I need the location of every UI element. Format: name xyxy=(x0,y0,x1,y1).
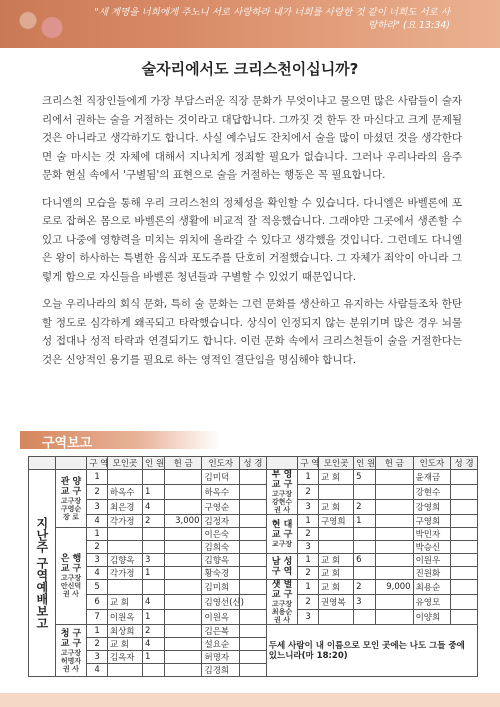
group-cell xyxy=(266,580,298,625)
attendance xyxy=(354,541,376,554)
offering xyxy=(164,500,202,515)
leader: 이원우 xyxy=(413,554,451,567)
group-cell xyxy=(55,625,87,677)
flower-decoration-icon xyxy=(10,6,70,42)
leader: 설요순 xyxy=(202,638,240,651)
attendance: 5 xyxy=(354,470,376,485)
attendance: 3 xyxy=(354,595,376,610)
meeting-place: 교 회 xyxy=(107,638,142,651)
article-body xyxy=(42,92,462,378)
offering xyxy=(164,541,202,554)
row-number: 2 xyxy=(298,595,319,610)
attendance: 6 xyxy=(354,554,376,567)
attendance: 2 xyxy=(354,500,376,515)
row-number: 2 xyxy=(87,485,108,500)
row-number: 3 xyxy=(87,500,108,515)
row-number: 3 xyxy=(298,541,319,554)
row-number: 3 xyxy=(298,610,319,625)
leader: 박민자 xyxy=(413,528,451,541)
row-number: 2 xyxy=(87,541,108,554)
meeting-place: 각가정 xyxy=(107,515,142,528)
attendance xyxy=(354,485,376,500)
scripture xyxy=(240,528,267,541)
scripture xyxy=(451,515,478,528)
meeting-place xyxy=(318,610,353,625)
scripture xyxy=(451,541,478,554)
group-name: 청 구 교 구 xyxy=(60,628,82,649)
offering xyxy=(375,595,413,610)
offering xyxy=(164,485,202,500)
meeting-place: 최은경 xyxy=(107,500,142,515)
scripture xyxy=(240,541,267,554)
col-header: 구 역 xyxy=(298,457,319,470)
scripture xyxy=(240,500,267,515)
meeting-place xyxy=(107,664,142,677)
article-title: 술자리에서도 크리스천이십니까? xyxy=(141,60,359,78)
meeting-place: 교 회 xyxy=(318,567,353,580)
header-group-cell xyxy=(266,457,298,470)
article-paragraph: 크리스천 직장인들에게 가장 부담스러운 직장 문화가 무엇이냐고 물으면 많은 사람들이 술자리에서 권하는 술을 거절하는 것이라고 대답합니다. 그까짓 것 한두 잔 마신다고 크게 문제될 것은 아니라고 생각하기도 합니다. 사실 예수님도 잔치에서 술을 많이 마셨던 것을 생각한다면 술 마시는 것 자체에 대해서 지나치게 정죄할 필요가 없습니다. 그러나 우리나라의 음주 문화 현실 속에서 '구별됨'의 표현으로 술을 거절하는 행동은 꼭 필요합니다. xyxy=(42,95,462,181)
offering xyxy=(164,651,202,664)
group-note: 교구장 xyxy=(271,540,293,548)
row-number: 2 xyxy=(298,528,319,541)
group-note: 고구장 구영순 장 로 xyxy=(60,496,82,521)
scripture xyxy=(451,554,478,567)
leader: 김경희 xyxy=(202,664,240,677)
row-number: 2 xyxy=(298,567,319,580)
col-header: 인도자 xyxy=(202,457,240,470)
leader: 윤재금 xyxy=(413,470,451,485)
scripture xyxy=(240,470,267,485)
leader: 이양희 xyxy=(413,610,451,625)
offering xyxy=(164,610,202,625)
offering xyxy=(375,610,413,625)
offering xyxy=(164,664,202,677)
table-row xyxy=(29,500,478,515)
group-cell xyxy=(266,554,298,580)
scripture xyxy=(451,567,478,580)
offering: 3,000 xyxy=(164,515,202,528)
attendance xyxy=(354,528,376,541)
offering xyxy=(164,470,202,485)
offering: 9,000 xyxy=(375,580,413,595)
col-header: 인 원 xyxy=(354,457,376,470)
offering xyxy=(164,554,202,567)
group-name: 은 행 교 구 xyxy=(60,554,82,574)
col-header: 구 역 xyxy=(87,457,108,470)
report-body xyxy=(29,470,478,677)
meeting-place xyxy=(107,528,142,541)
header-verse: "새 계명을 너희에게 주노니 서로 사랑하라 내가 너희를 사랑한 것 같이 너희도 서로 사랑하라" (요 13:34) xyxy=(94,7,450,31)
header-group-cell xyxy=(55,457,87,470)
leader: 구영순 xyxy=(202,500,240,515)
section-header-report xyxy=(20,431,220,449)
meeting-place xyxy=(107,470,142,485)
attendance: 1 xyxy=(354,515,376,528)
report-table xyxy=(28,456,478,677)
meeting-place: 교 회 xyxy=(318,470,353,485)
side-label: 지난주 구역예배보고 xyxy=(29,470,56,677)
table-row xyxy=(29,528,478,541)
leader: 황숙경 xyxy=(202,567,240,580)
leader: 최용순 xyxy=(413,580,451,595)
meeting-place: 교 회 xyxy=(318,554,353,567)
group-cell xyxy=(266,515,298,554)
article-paragraph: 오늘 우리나라의 회식 문화, 특히 술 문화는 그런 문화를 생산하고 유지하는 사람들조차 한탄할 정도로 심각하게 왜곡되고 타락했습니다. 상식이 인정되지 않는 분위기며 많은 경우 뇌물성 접대나 성적 타락과 연결되기도 합니다. 이런 문화 속에서 크리스천들이 술을 거절한다는 것은 신앙적인 용기를 필요로 하는 영적인 결단임을 명심해야 합니다. xyxy=(42,298,462,366)
leader: 허명자 xyxy=(202,651,240,664)
meeting-place: 교 회 xyxy=(107,595,142,610)
col-header: 헌 금 xyxy=(375,457,413,470)
attendance: 1 xyxy=(143,567,165,580)
group-name: 관 양 교 구 xyxy=(60,476,82,497)
leader: 하옥수 xyxy=(202,485,240,500)
table-row xyxy=(29,567,478,580)
row-number: 1 xyxy=(298,580,319,595)
row-number: 1 xyxy=(87,528,108,541)
table-row xyxy=(29,580,478,595)
attendance: 2 xyxy=(143,515,165,528)
table-row xyxy=(29,470,478,485)
group-name: 현 대 교 구 xyxy=(271,520,293,540)
col-header: 헌 금 xyxy=(164,457,202,470)
row-number: 4 xyxy=(87,567,108,580)
row-number: 2 xyxy=(87,638,108,651)
col-header: 성 경 xyxy=(240,457,267,470)
leader: 유영모 xyxy=(413,595,451,610)
row-number: 1 xyxy=(298,470,319,485)
attendance: 4 xyxy=(143,500,165,515)
attendance xyxy=(143,580,165,595)
group-cell xyxy=(55,528,87,625)
meeting-place xyxy=(107,541,142,554)
leader: 강현수 xyxy=(413,485,451,500)
leader: 진원화 xyxy=(413,567,451,580)
attendance: 2 xyxy=(143,625,165,638)
group-name: 부 영 교 구 xyxy=(271,470,293,490)
attendance xyxy=(143,470,165,485)
row-number: 1 xyxy=(298,515,319,528)
offering xyxy=(164,595,202,610)
offering xyxy=(375,528,413,541)
group-name: 남 성 구 역 xyxy=(271,556,293,577)
leader: 김은복 xyxy=(202,625,240,638)
offering xyxy=(164,580,202,595)
offering xyxy=(375,515,413,528)
meeting-place xyxy=(107,580,142,595)
leader: 김정자 xyxy=(202,515,240,528)
scripture xyxy=(451,500,478,515)
offering xyxy=(375,554,413,567)
leader: 김희숙 xyxy=(202,541,240,554)
offering xyxy=(375,500,413,515)
attendance xyxy=(143,541,165,554)
section-title: 구역보고 xyxy=(42,436,93,451)
meeting-place: 교 회 xyxy=(318,500,353,515)
meeting-place: 김향옥 xyxy=(107,554,142,567)
header-banner xyxy=(0,0,500,48)
table-row xyxy=(29,515,478,528)
offering xyxy=(164,528,202,541)
group-cell xyxy=(266,470,298,515)
leader: 구영희 xyxy=(413,515,451,528)
scripture xyxy=(451,470,478,485)
row-number: 1 xyxy=(298,554,319,567)
attendance: 4 xyxy=(143,638,165,651)
attendance: 1 xyxy=(143,651,165,664)
leader: 김미덕 xyxy=(202,470,240,485)
row-number: 7 xyxy=(87,610,108,625)
scripture xyxy=(240,515,267,528)
leader: 김향옥 xyxy=(202,554,240,567)
meeting-place: 교 회 xyxy=(318,580,353,595)
scripture xyxy=(240,638,267,651)
row-number: 4 xyxy=(87,664,108,677)
group-note: 고구장 최용순 권 사 xyxy=(271,600,293,624)
offering xyxy=(375,485,413,500)
table-row xyxy=(29,595,478,610)
group-note: 고구장 허명자 권 사 xyxy=(60,648,82,673)
offering xyxy=(164,567,202,580)
article-paragraph: 다니엘의 모습을 통해 우리 크리스천의 정체성을 확인할 수 있습니다. 다니엘은 바벨론에 포로로 잡혀온 몸으로 바벨론의 생활에 비교적 잘 적응했습니다. 그래야만 그곳에서 생존할 수 있고 나중에 영향력을 미치는 위치에 올라갈 수 있다고 생각했을 것입니다. 그런데도 다니엘은 왕이 하사하는 특별한 음식과 포도주를 단호히 거절했습니다. 그 자체가 죄악이 아니라 그렇게 함으로 자신들을 바벨론 청년들과 구별할 수 있었기 때문입니다. xyxy=(42,196,462,283)
row-number: 3 xyxy=(87,651,108,664)
scripture xyxy=(240,485,267,500)
closing-verse: 두세 사람이 내 이름으로 모인 곳에는 나도 그들 중에 있느니라(마 18:20) xyxy=(266,625,477,677)
meeting-place: 이원옥 xyxy=(107,610,142,625)
leader: 김미희 xyxy=(202,580,240,595)
scripture xyxy=(240,610,267,625)
table-row xyxy=(29,610,478,625)
meeting-place xyxy=(318,485,353,500)
scripture xyxy=(240,567,267,580)
leader: 김영선(신) xyxy=(202,595,240,610)
row-number: 1 xyxy=(87,625,108,638)
scripture xyxy=(240,664,267,677)
offering xyxy=(164,625,202,638)
meeting-place xyxy=(318,528,353,541)
meeting-place: 김옥자 xyxy=(107,651,142,664)
meeting-place: 구영희 xyxy=(318,515,353,528)
scripture xyxy=(240,651,267,664)
footer-bar xyxy=(0,693,500,707)
table-row xyxy=(29,554,478,567)
row-number: 4 xyxy=(87,515,108,528)
leader: 박승신 xyxy=(413,541,451,554)
leader: 이은숙 xyxy=(202,528,240,541)
scripture xyxy=(451,610,478,625)
col-header: 인도자 xyxy=(413,457,451,470)
scripture xyxy=(451,595,478,610)
leader: 강영희 xyxy=(413,500,451,515)
attendance xyxy=(143,528,165,541)
scripture xyxy=(240,625,267,638)
attendance: 2 xyxy=(354,580,376,595)
table-row xyxy=(29,625,478,638)
scripture xyxy=(451,485,478,500)
row-number: 3 xyxy=(298,500,319,515)
report-header-row xyxy=(29,457,478,470)
attendance: 4 xyxy=(143,595,165,610)
attendance xyxy=(143,664,165,677)
group-name: 샛 별 교 구 xyxy=(271,580,293,600)
row-number: 3 xyxy=(87,554,108,567)
offering xyxy=(375,541,413,554)
col-header: 성 경 xyxy=(451,457,478,470)
offering xyxy=(375,567,413,580)
meeting-place: 최상희 xyxy=(107,625,142,638)
attendance xyxy=(354,567,376,580)
scripture xyxy=(451,580,478,595)
group-note: 고구장 안신덕 권 사 xyxy=(60,574,82,598)
corner-cell xyxy=(29,457,56,470)
meeting-place: 각가정 xyxy=(107,567,142,580)
attendance: 3 xyxy=(143,554,165,567)
scripture xyxy=(451,528,478,541)
col-header: 인 원 xyxy=(143,457,165,470)
meeting-place xyxy=(318,541,353,554)
meeting-place: 권영복 xyxy=(318,595,353,610)
offering xyxy=(164,638,202,651)
meeting-place: 하옥수 xyxy=(107,485,142,500)
table-row xyxy=(29,485,478,500)
offering xyxy=(375,470,413,485)
row-number: 2 xyxy=(298,485,319,500)
leader: 이원옥 xyxy=(202,610,240,625)
col-header: 모인곳 xyxy=(107,457,142,470)
report-table-container xyxy=(28,456,478,677)
scripture xyxy=(240,580,267,595)
row-number: 6 xyxy=(87,595,108,610)
attendance: 1 xyxy=(143,610,165,625)
row-number: 5 xyxy=(87,580,108,595)
attendance: 1 xyxy=(143,485,165,500)
row-number: 1 xyxy=(87,470,108,485)
col-header: 모인곳 xyxy=(318,457,353,470)
group-note: 고구장 강현수 권 사 xyxy=(271,490,293,514)
attendance xyxy=(354,610,376,625)
group-cell xyxy=(55,470,87,528)
table-row xyxy=(29,541,478,554)
scripture xyxy=(240,554,267,567)
